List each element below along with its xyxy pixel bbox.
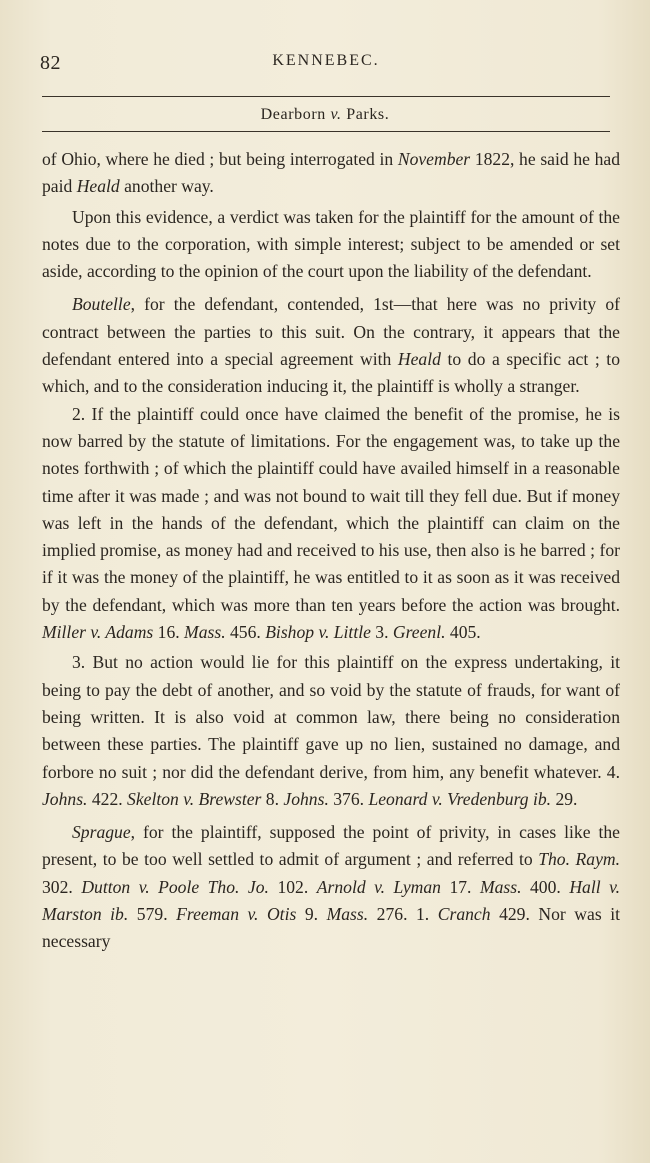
text-run: 422.	[87, 788, 128, 809]
text-run: 2. If the plaintiff could once have claimed the benefit of the promise, he is now barred by the statute of limitations. For the engagement was, to take up the notes forthwith ; of which the plaintiff could have availed himself in a reasonable time after it was made ; and was not bound to wait till they fell due. But if money was left in the hands of the defendant, which the plaintiff can claim on the implied promise, as money had and received to his use, then also is he barred ; for if it was the money of the plaintiff, he was entitled to it as soon as it was received by the defendant, which was more than ten years before the action was brought.	[42, 403, 620, 615]
text-run: 376.	[328, 788, 369, 809]
italic-run: Dutton v. Poole Tho. Jo.	[81, 876, 269, 897]
case-party-plaintiff: Dearborn	[260, 106, 326, 123]
paragraph	[42, 291, 620, 400]
italic-run: Greenl.	[392, 622, 446, 643]
italic-run: Mass.	[326, 904, 369, 925]
text-run: 3.	[370, 622, 393, 643]
text-run: , for the defendant, contended, 1st—that here was no privity of contract between the parties to this suit. On the contrary, it appears that the defendant entered into a special agreement with	[42, 294, 620, 370]
text-run: 17.	[440, 876, 480, 897]
text-run: 102.	[268, 876, 317, 897]
header-rule-top	[42, 96, 610, 97]
text-run: 579.	[128, 904, 177, 925]
italic-run: Arnold v. Lyman	[316, 876, 441, 897]
case-title	[0, 106, 650, 124]
italic-run: Johns.	[42, 788, 88, 809]
paragraph	[42, 146, 620, 201]
header-rule-bottom	[42, 131, 610, 132]
case-versus: v.	[330, 106, 342, 123]
text-run: 405.	[445, 622, 481, 643]
text-run: 429. Nor was it necessary	[42, 904, 620, 952]
text-run: 302.	[42, 876, 82, 897]
text-run: 8.	[261, 788, 284, 809]
body-text	[42, 146, 620, 956]
italic-run: Freeman v. Otis	[176, 904, 297, 925]
text-run: 16.	[153, 622, 185, 643]
text-run: to do a specific act ; to which, and to the consideration inducing it, the plaintiff is wholly a stranger.	[42, 349, 620, 397]
italic-run: Heald	[76, 176, 120, 197]
italic-run: Johns.	[283, 788, 329, 809]
italic-run: Hall v. Marston ib.	[42, 876, 621, 925]
running-head: KENNEBEC.	[272, 52, 380, 69]
italic-run: Miller v. Adams	[42, 622, 154, 643]
text-run: 276. 1.	[368, 904, 438, 925]
italic-run: Leonard v. Vredenburg ib.	[368, 788, 552, 809]
text-run: 1822, he said he had paid	[42, 149, 620, 197]
text-run: Upon this evidence, a verdict was taken for the plaintiff for the amount of the notes due to the corporation, with simple interest; subject to be amended or set aside, according to the opinion of the court upon the liability of the defendant.	[42, 206, 620, 282]
paragraph	[42, 401, 620, 647]
italic-run: November	[397, 149, 471, 169]
text-run: 29.	[551, 788, 578, 809]
italic-run: Mass.	[184, 622, 226, 643]
italic-run: Heald	[397, 349, 441, 370]
paragraph	[42, 819, 620, 955]
paragraph	[42, 204, 620, 286]
italic-run: Bishop v. Little	[265, 622, 371, 643]
case-party-defendant: Parks.	[346, 106, 390, 123]
text-run: 456.	[225, 622, 266, 643]
text-run: 3. But no action would lie for this plaintiff on the express undertaking, it being to pay the debt of another, and so void by the statute of frauds, for want of being written. It is also void at common law, there being no consideration between these parties. The plaintiff gave up no lien, sustained no damage, and forbore no suit ; nor did the defendant derive, from him, any benefit whatever. 4.	[42, 652, 620, 782]
page-number: 82	[40, 52, 61, 74]
page-header	[40, 52, 612, 78]
text-run: , for the plaintiff, supposed the point of privity, in cases like the present, to be too well settled to admit of argument ; and referred to	[42, 822, 620, 870]
text-run: 9.	[296, 904, 327, 925]
italic-run: Tho. Raym.	[538, 849, 620, 870]
italic-run: Boutelle	[72, 294, 131, 315]
paragraph	[42, 649, 620, 813]
italic-run: Mass.	[479, 876, 522, 897]
italic-run: Sprague	[72, 822, 131, 843]
text-run: 400.	[521, 876, 570, 897]
text-run: another way.	[119, 176, 214, 197]
text-run: of Ohio, where he died ; but being interrogated in	[42, 149, 398, 169]
italic-run: Skelton v. Brewster	[127, 788, 262, 809]
italic-run: Cranch	[437, 904, 491, 925]
